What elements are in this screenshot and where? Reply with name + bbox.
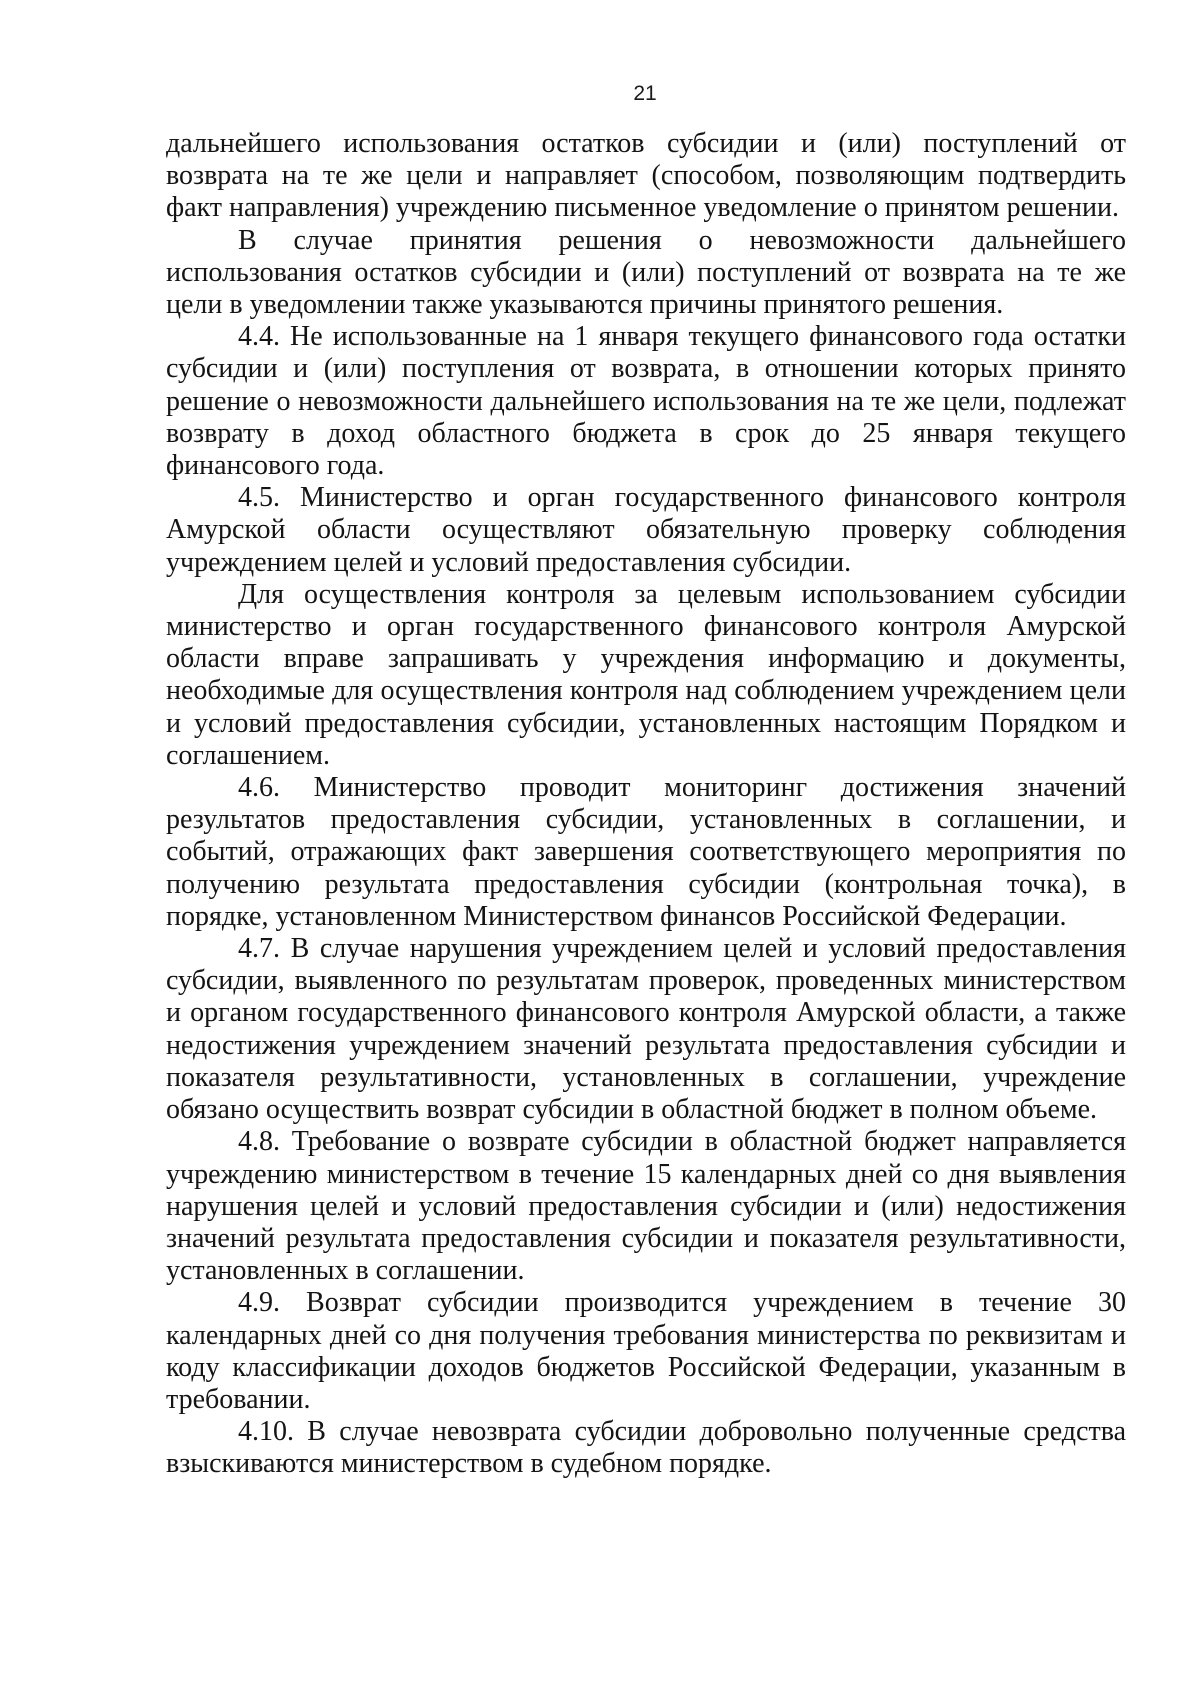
paragraph: В случае принятия решения о невозможности дальнейшего использования остатков субсидии и (или) поступлений от возврата на те же цели в уведомлении также указываются причины принятого решения.: [166, 224, 1126, 321]
paragraph: дальнейшего использования остатков субсидии и (или) поступлений от возврата на те же цели и направляет (способом, позволяющим подтвердить факт направления) учреждению письменное уведомление о принятом решении.: [166, 128, 1126, 224]
page-number: 21: [633, 82, 657, 105]
paragraph: 4.9. Возврат субсидии производится учреждением в течение 30 календарных дней со дня получения требования министерства по реквизитам и коду классификации доходов бюджетов Российской Федерации, указанным в требовании.: [166, 1287, 1126, 1415]
paragraph: 4.10. В случае невозврата субсидии добровольно полученные средства взыскиваются министерством в судебном порядке.: [166, 1416, 1126, 1480]
paragraph: 4.7. В случае нарушения учреждением целей и условий предоставления субсидии, выявленного по результатам проверок, проведенных министерством и органом государственного финансового контроля Амурской области, а также недостижения учреждением значений результата предоставления субсидии и показателя результативности, установленных в соглашении, учреждение обязано осуществить возврат субсидии в областной бюджет в полном объеме.: [166, 933, 1126, 1126]
paragraph: 4.5. Министерство и орган государственного финансового контроля Амурской области осуществляют обязательную проверку соблюдения учреждением целей и условий предоставления субсидии.: [166, 482, 1126, 578]
paragraph: 4.8. Требование о возврате субсидии в областной бюджет направляется учреждению министерством в течение 15 календарных дней со дня выявления нарушения целей и условий предоставления субсидии и (или) недостижения значений результата предоставления субсидии и показателя результативности, установленных в соглашении.: [166, 1126, 1126, 1287]
document-body: [166, 128, 1126, 1481]
paragraph: 4.4. Не использованные на 1 января текущего финансового года остатки субсидии и (или) поступления от возврата, в отношении которых принято решение о невозможности дальнейшего использования на те же цели, подлежат возврату в доход областного бюджета в срок до 25 января текущего финансового года.: [166, 321, 1126, 482]
paragraph: 4.6. Министерство проводит мониторинг достижения значений результатов предоставления субсидии, установленных в соглашении, и событий, отражающих факт завершения соответствующего мероприятия по получению результата предоставления субсидии (контрольная точка), в порядке, установленном Министерством финансов Российской Федерации.: [166, 772, 1126, 932]
paragraph: Для осуществления контроля за целевым использованием субсидии министерство и орган государственного финансового контроля Амурской области вправе запрашивать у учреждения информацию и документы, необходимые для осуществления контроля над соблюдением учреждением цели и условий предоставления субсидии, установленных настоящим Порядком и соглашением.: [166, 578, 1126, 771]
